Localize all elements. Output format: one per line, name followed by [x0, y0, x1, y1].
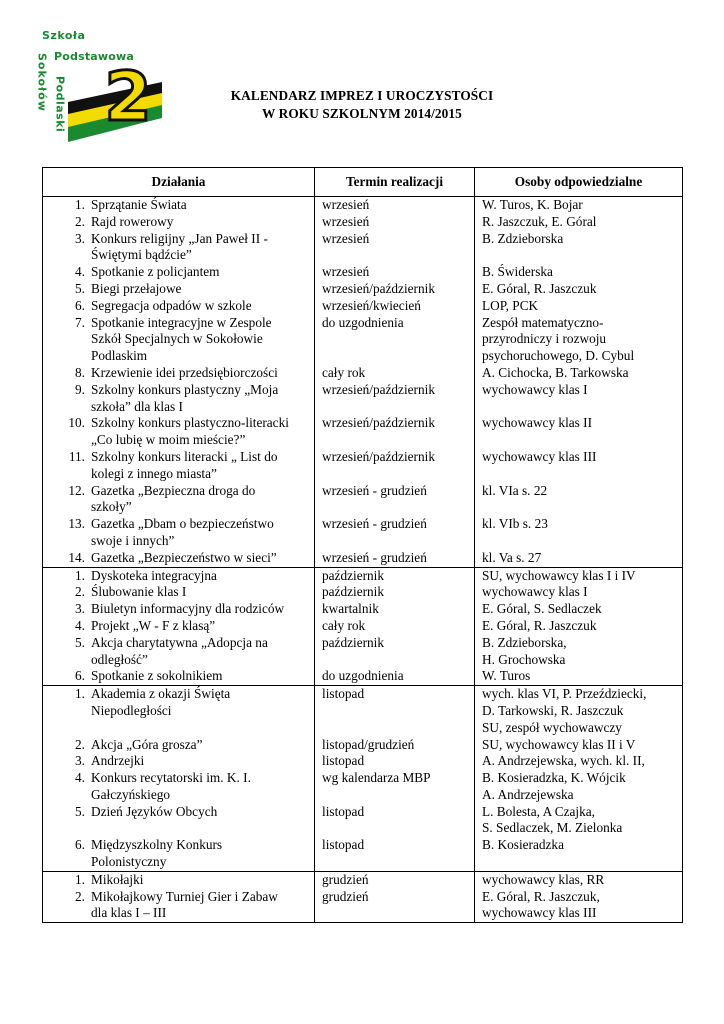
persons-text: wychowawcy klas, RR	[482, 871, 605, 887]
item-number: 4.	[75, 264, 85, 280]
persons-text: wychowawcy klas III	[482, 905, 597, 921]
persons-text: kl. Va s. 27	[482, 549, 542, 565]
action-text: Biuletyn informacyjny dla rodziców	[91, 601, 285, 617]
term-cell	[315, 214, 475, 231]
term-cell	[315, 449, 475, 483]
persons-cell	[475, 214, 683, 231]
persons-cell	[475, 382, 683, 416]
term-cell	[315, 635, 475, 669]
action-text: Mikołajkowy Turniej Gier i Zabaw	[91, 888, 278, 904]
action-text: Andrzejki	[91, 753, 145, 769]
action-cell	[43, 837, 315, 871]
action-text: Międzyszkolny Konkurs	[91, 837, 223, 853]
table-row	[43, 753, 683, 770]
term-text: kwartalnik	[322, 601, 379, 617]
persons-cell	[475, 737, 683, 754]
action-line	[43, 365, 314, 382]
item-number: 8.	[75, 364, 85, 380]
item-number: 12.	[68, 482, 85, 498]
persons-text: B. Zdzieborska,	[482, 634, 567, 650]
term-cell	[315, 770, 475, 804]
table-row	[43, 686, 683, 737]
action-line	[43, 720, 314, 737]
term-text: wrzesień	[322, 264, 370, 280]
persons-text: wychowawcy klas I	[482, 381, 588, 397]
action-line: swoje i innych”	[91, 532, 175, 548]
action-line	[43, 382, 314, 399]
term-text: październik	[322, 634, 385, 650]
action-text: Spotkanie z sokolnikiem	[91, 668, 223, 684]
persons-cell	[475, 315, 683, 365]
action-line: Polonistyczny	[91, 854, 167, 870]
action-line	[43, 214, 314, 231]
persons-text: W. Turos, K. Bojar	[482, 197, 583, 212]
persons-cell	[475, 516, 683, 550]
action-line: dla klas I – III	[91, 905, 167, 921]
action-text: Sprzątanie Świata	[91, 197, 187, 212]
persons-cell	[475, 770, 683, 804]
item-number: 5.	[75, 634, 85, 650]
persons-cell	[475, 281, 683, 298]
document-title: KALENDARZ IMPREZ I UROCZYSTOŚCI	[230, 88, 494, 103]
action-cell	[43, 281, 315, 298]
term-text: wrzesień/październik	[322, 415, 435, 431]
term-cell	[315, 618, 475, 635]
term-text: wg kalendarza MBP	[322, 770, 431, 786]
persons-text: H. Grochowska	[482, 651, 566, 667]
term-cell	[315, 298, 475, 315]
term-text: wrzesień/październik	[322, 280, 435, 296]
logo-number: 2	[104, 58, 152, 137]
item-number: 4.	[75, 617, 85, 633]
term-text: wrzesień/kwiecień	[322, 297, 421, 313]
action-line	[43, 516, 314, 533]
term-text: wrzesień/październik	[322, 448, 435, 464]
action-line: Świętymi bądźcie”	[91, 247, 192, 263]
table-row	[43, 483, 683, 517]
term-cell	[315, 889, 475, 923]
table-row	[43, 516, 683, 550]
table-row	[43, 601, 683, 618]
persons-text: SU, wychowawcy klas I i IV	[482, 567, 636, 583]
table-row	[43, 298, 683, 315]
action-line: szkoły”	[91, 499, 132, 515]
term-cell	[315, 231, 475, 265]
persons-text: E. Góral, R. Jaszczuk,	[482, 888, 600, 904]
term-text: grudzień	[322, 871, 369, 887]
term-cell	[315, 601, 475, 618]
table-row	[43, 365, 683, 382]
persons-text: D. Tarkowski, R. Jaszczuk	[482, 702, 624, 718]
action-line	[43, 618, 314, 635]
action-line	[43, 889, 314, 906]
action-cell	[43, 584, 315, 601]
action-cell	[43, 635, 315, 669]
item-number: 3.	[75, 601, 85, 617]
term-cell	[315, 737, 475, 754]
action-cell	[43, 197, 315, 214]
action-cell	[43, 264, 315, 281]
action-cell	[43, 618, 315, 635]
action-cell	[43, 804, 315, 838]
action-line	[43, 550, 314, 567]
table-row	[43, 770, 683, 804]
table-row	[43, 567, 683, 584]
persons-cell	[475, 365, 683, 382]
persons-cell	[475, 483, 683, 517]
term-cell	[315, 871, 475, 888]
action-cell	[43, 737, 315, 754]
persons-text: B. Kosieradzka	[482, 837, 564, 853]
persons-cell	[475, 415, 683, 449]
term-cell	[315, 567, 475, 584]
term-cell	[315, 483, 475, 517]
persons-cell	[475, 668, 683, 685]
persons-cell	[475, 449, 683, 483]
term-cell	[315, 753, 475, 770]
persons-text: przyrodniczy i rozwoju	[482, 331, 607, 347]
item-number: 13.	[68, 516, 85, 532]
term-text: wrzesień	[322, 197, 370, 212]
action-line	[43, 668, 314, 685]
item-number: 14.	[68, 549, 85, 565]
action-text: Dzień Języków Obcych	[91, 803, 218, 819]
item-number: 7.	[75, 314, 85, 330]
action-text: Gazetka „Bezpieczeństwo w sieci”	[91, 549, 277, 565]
persons-text: A. Cichocka, B. Tarkowska	[482, 364, 629, 380]
table-row	[43, 281, 683, 298]
column-header-persons: Osoby odpowiedzialne	[475, 168, 683, 197]
action-line	[43, 770, 314, 787]
persons-text: B. Kosieradzka, K. Wójcik	[482, 770, 626, 786]
term-cell	[315, 668, 475, 685]
action-line	[43, 197, 314, 214]
persons-cell	[475, 584, 683, 601]
persons-cell	[475, 197, 683, 214]
term-text: listopad/grudzień	[322, 736, 415, 752]
action-text: Mikołajki	[91, 871, 144, 887]
column-header-term: Termin realizacji	[315, 168, 475, 197]
action-line: Szkół Specjalnych w Sokołowie	[91, 331, 263, 347]
action-line	[43, 737, 314, 754]
term-cell	[315, 382, 475, 416]
item-number: 10.	[68, 415, 85, 431]
action-text: Rajd rowerowy	[91, 213, 174, 229]
action-cell	[43, 449, 315, 483]
action-line	[43, 449, 314, 466]
table-header-row	[43, 168, 683, 197]
persons-text: L. Bolesta, A Czajka,	[482, 803, 596, 819]
term-cell	[315, 584, 475, 601]
action-line: Podlaskim	[91, 348, 148, 364]
action-line	[43, 264, 314, 281]
table-row	[43, 584, 683, 601]
term-text: listopad	[322, 686, 365, 702]
action-text: Akademia z okazji Święta	[91, 686, 231, 702]
item-number: 1.	[75, 197, 85, 212]
action-line	[43, 820, 314, 837]
action-cell	[43, 516, 315, 550]
logo-vertical1: Sokołów	[36, 53, 49, 112]
action-line	[43, 281, 314, 298]
term-cell	[315, 550, 475, 567]
term-text: wrzesień - grudzień	[322, 516, 427, 532]
action-line	[43, 837, 314, 854]
action-line	[43, 804, 314, 821]
term-cell	[315, 516, 475, 550]
item-number: 1.	[75, 871, 85, 887]
action-cell	[43, 770, 315, 804]
persons-cell	[475, 837, 683, 871]
action-line	[43, 315, 314, 332]
persons-text: LOP, PCK	[482, 297, 539, 313]
term-text: listopad	[322, 803, 365, 819]
action-text: Szkolny konkurs plastyczny „Moja	[91, 381, 279, 397]
table-row	[43, 635, 683, 669]
item-number: 3.	[75, 230, 85, 246]
action-text: Akcja „Góra grosza”	[91, 736, 203, 752]
action-line: „Co lubię w moim mieście?”	[91, 432, 246, 448]
action-line	[43, 686, 314, 703]
item-number: 3.	[75, 753, 85, 769]
table-row	[43, 415, 683, 449]
item-number: 6.	[75, 837, 85, 853]
document-subtitle: W ROKU SZKOLNYM 2014/2015	[262, 106, 462, 121]
item-number: 6.	[75, 668, 85, 684]
action-cell	[43, 601, 315, 618]
action-text: Szkolny konkurs literacki „ List do	[91, 448, 278, 464]
term-cell	[315, 415, 475, 449]
events-table	[42, 167, 683, 923]
action-text: Biegi przełajowe	[91, 280, 182, 296]
action-cell	[43, 415, 315, 449]
term-text: wrzesień	[322, 230, 370, 246]
item-number: 4.	[75, 770, 85, 786]
action-text: Ślubowanie klas I	[91, 584, 187, 600]
action-text: Gazetka „Dbam o bezpieczeństwo	[91, 516, 274, 532]
action-cell	[43, 668, 315, 685]
persons-text: SU, wychowawcy klas II i V	[482, 736, 636, 752]
persons-text: wychowawcy klas II	[482, 415, 593, 431]
action-line	[43, 415, 314, 432]
action-line	[43, 601, 314, 618]
persons-text: wych. klas VI, P. Przeździecki,	[482, 686, 647, 702]
term-cell	[315, 197, 475, 214]
action-line	[43, 584, 314, 601]
action-text: Krzewienie idei przedsiębiorczości	[91, 364, 278, 380]
persons-cell	[475, 871, 683, 888]
persons-text: E. Góral, R. Jaszczuk	[482, 280, 597, 296]
table-row	[43, 264, 683, 281]
item-number: 1.	[75, 567, 85, 583]
action-line: odległość”	[91, 651, 148, 667]
action-line: kolegi z innego miasta”	[91, 465, 217, 481]
action-text: Szkolny konkurs plastyczno-literacki	[91, 415, 289, 431]
persons-cell	[475, 550, 683, 567]
action-line: szkoła” dla klas I	[91, 398, 183, 414]
table-row	[43, 804, 683, 838]
action-cell	[43, 315, 315, 365]
term-text: do uzgodnienia	[322, 314, 404, 330]
action-text: Projekt „W - F z klasą”	[91, 617, 216, 633]
table-row	[43, 871, 683, 888]
table-row	[43, 837, 683, 871]
action-line	[43, 872, 314, 889]
action-text: Spotkanie z policjantem	[91, 264, 220, 280]
persons-text: A. Andrzejewska	[482, 786, 574, 802]
column-header-actions: Działania	[43, 168, 315, 197]
item-number: 2.	[75, 584, 85, 600]
persons-cell	[475, 298, 683, 315]
logo-line2: Podstawowa	[54, 50, 135, 63]
action-cell	[43, 231, 315, 265]
action-text: Konkurs recytatorski im. K. I.	[91, 770, 251, 786]
action-line	[43, 753, 314, 770]
persons-text: wychowawcy klas I	[482, 584, 588, 600]
term-cell	[315, 315, 475, 365]
logo-vertical2: Podlaski	[53, 76, 67, 133]
table-row	[43, 382, 683, 416]
persons-text: kl. VIb s. 23	[482, 516, 548, 532]
item-number: 2.	[75, 213, 85, 229]
persons-cell	[475, 686, 683, 737]
action-cell	[43, 753, 315, 770]
action-text: Segregacja odpadów w szkole	[91, 297, 252, 313]
persons-text: R. Jaszczuk, E. Góral	[482, 213, 597, 229]
table-row	[43, 889, 683, 923]
term-text: wrzesień - grudzień	[322, 482, 427, 498]
term-cell	[315, 264, 475, 281]
term-text: do uzgodnienia	[322, 668, 404, 684]
term-text: listopad	[322, 837, 365, 853]
persons-cell	[475, 618, 683, 635]
persons-cell	[475, 264, 683, 281]
action-line: Niepodległości	[91, 702, 172, 718]
table-row	[43, 618, 683, 635]
persons-cell	[475, 231, 683, 265]
persons-cell	[475, 753, 683, 770]
action-line	[43, 298, 314, 315]
persons-text: psychoruchowego, D. Cybul	[482, 348, 635, 364]
action-line	[43, 568, 314, 585]
item-number: 1.	[75, 686, 85, 702]
persons-text: SU, zespół wychowawczy	[482, 719, 622, 735]
persons-cell	[475, 567, 683, 584]
action-cell	[43, 365, 315, 382]
table-row	[43, 737, 683, 754]
item-number: 6.	[75, 297, 85, 313]
action-text: Spotkanie integracyjne w Zespole	[91, 314, 272, 330]
persons-text: E. Góral, S. Sedlaczek	[482, 601, 602, 617]
action-cell	[43, 871, 315, 888]
term-text: cały rok	[322, 364, 366, 380]
term-text: wrzesień - grudzień	[322, 549, 427, 565]
persons-text: S. Sedlaczek, M. Zielonka	[482, 820, 623, 836]
persons-text: Zespół matematyczno-	[482, 314, 604, 330]
action-text: Konkurs religijny „Jan Paweł II -	[91, 230, 268, 246]
persons-text: kl. VIa s. 22	[482, 482, 548, 498]
table-row	[43, 668, 683, 685]
persons-text: E. Góral, R. Jaszczuk	[482, 617, 597, 633]
item-number: 5.	[75, 280, 85, 296]
action-cell	[43, 889, 315, 923]
table-row	[43, 214, 683, 231]
logo-line1: Szkoła	[42, 29, 86, 42]
term-text: wrzesień	[322, 213, 370, 229]
item-number: 2.	[75, 736, 85, 752]
persons-text: W. Turos	[482, 668, 531, 684]
action-cell	[43, 298, 315, 315]
term-cell	[315, 686, 475, 737]
term-cell	[315, 837, 475, 871]
term-text: październik	[322, 567, 385, 583]
persons-text: wychowawcy klas III	[482, 448, 597, 464]
table-row	[43, 449, 683, 483]
table-row	[43, 315, 683, 365]
action-cell	[43, 483, 315, 517]
persons-cell	[475, 889, 683, 923]
item-number: 11.	[68, 448, 85, 464]
persons-text: B. Zdzieborska	[482, 230, 564, 246]
action-line: Gałczyńskiego	[91, 786, 171, 802]
persons-cell	[475, 804, 683, 838]
item-number: 2.	[75, 888, 85, 904]
persons-cell	[475, 601, 683, 618]
action-cell	[43, 686, 315, 737]
term-cell	[315, 804, 475, 838]
action-line	[43, 483, 314, 500]
action-line	[43, 231, 314, 248]
persons-cell	[475, 635, 683, 669]
action-cell	[43, 550, 315, 567]
term-text: wrzesień/październik	[322, 381, 435, 397]
term-text: listopad	[322, 753, 365, 769]
term-cell	[315, 365, 475, 382]
term-text: cały rok	[322, 617, 366, 633]
term-cell	[315, 281, 475, 298]
action-text: Dyskoteka integracyjna	[91, 567, 217, 583]
table-row	[43, 231, 683, 265]
term-text: grudzień	[322, 888, 369, 904]
item-number: 9.	[75, 381, 85, 397]
action-line	[43, 635, 314, 652]
term-text: październik	[322, 584, 385, 600]
table-row	[43, 550, 683, 567]
persons-text: A. Andrzejewska, wych. kl. II,	[482, 753, 645, 769]
action-cell	[43, 567, 315, 584]
table-row	[43, 197, 683, 214]
action-text: Akcja charytatywna „Adopcja na	[91, 634, 268, 650]
action-cell	[43, 214, 315, 231]
action-cell	[43, 382, 315, 416]
persons-text: B. Świderska	[482, 264, 553, 280]
item-number: 5.	[75, 803, 85, 819]
action-text: Gazetka „Bezpieczna droga do	[91, 482, 256, 498]
